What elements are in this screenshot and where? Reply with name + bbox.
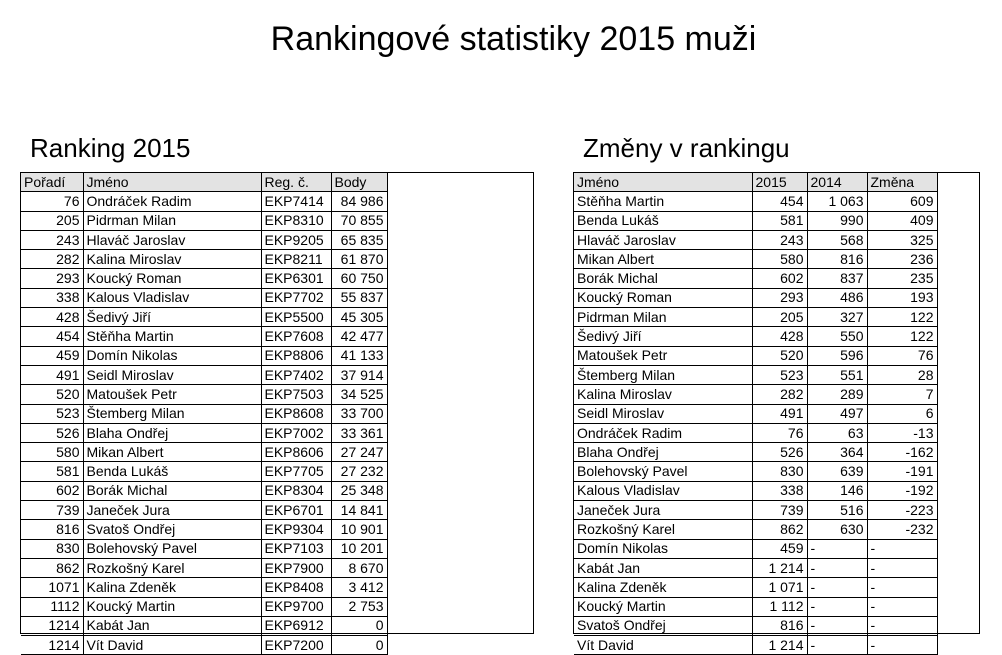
cell-2014: 990 [807,211,867,230]
cell-body: 42 477 [331,327,387,346]
cell-body: 55 837 [331,288,387,307]
cell-zmena: 193 [867,288,937,307]
cell-2015: 816 [752,616,807,635]
cell-body: 45 305 [331,308,387,327]
cell-jmeno: Bolehovský Pavel [83,539,261,558]
cell-body: 2 753 [331,597,387,616]
cell-body: 25 348 [331,481,387,500]
cell-jmeno: Seidl Miroslav [574,404,752,423]
cell-poradi: 491 [21,365,83,384]
cell-body: 27 247 [331,443,387,462]
cell-jmeno: Stěňha Martin [574,192,752,211]
cell-jmeno: Borák Michal [83,481,261,500]
cell-2014: - [807,597,867,616]
cell-2015: 491 [752,404,807,423]
table-row [21,501,387,520]
cell-reg: EKP8310 [261,211,331,230]
table-row [574,404,937,423]
cell-jmeno: Benda Lukáš [83,462,261,481]
cell-reg: EKP8606 [261,443,331,462]
cell-jmeno: Matoušek Petr [83,385,261,404]
table-row [574,192,937,211]
cell-poradi: 428 [21,308,83,327]
cell-2014: 568 [807,230,867,249]
cell-jmeno: Domín Nikolas [574,539,752,558]
table-row [21,423,387,442]
cell-reg: EKP7200 [261,636,331,655]
cell-reg: EKP6301 [261,269,331,288]
cell-2014: 596 [807,346,867,365]
table-row [21,481,387,500]
cell-body: 34 525 [331,385,387,404]
cell-jmeno: Janeček Jura [574,501,752,520]
table-row [21,192,387,211]
table-row [21,308,387,327]
cell-reg: EKP7705 [261,462,331,481]
cell-jmeno: Rozkošný Karel [83,558,261,577]
table-row [21,250,387,269]
col-header-jmeno: Jméno [574,173,752,192]
cell-poradi: 862 [21,558,83,577]
cell-reg: EKP5500 [261,308,331,327]
cell-body: 84 986 [331,192,387,211]
table-row [574,211,937,230]
cell-reg: EKP7702 [261,288,331,307]
table-row [574,365,937,384]
table-row [21,327,387,346]
cell-jmeno: Kalina Miroslav [83,250,261,269]
cell-body: 10 201 [331,539,387,558]
page-title: Rankingové statistiky 2015 muži [270,20,757,58]
table-row [574,616,937,635]
cell-zmena: -232 [867,520,937,539]
cell-jmeno: Šedivý Jiří [83,308,261,327]
ranking-table [21,173,388,655]
cell-zmena: -223 [867,501,937,520]
cell-zmena: 7 [867,385,937,404]
table-row [21,365,387,384]
cell-zmena: - [867,578,937,597]
cell-zmena: - [867,597,937,616]
cell-poradi: 459 [21,346,83,365]
cell-2015: 205 [752,308,807,327]
cell-jmeno: Borák Michal [574,269,752,288]
table-row [574,539,937,558]
cell-zmena: 28 [867,365,937,384]
changes-section-title: Změny v rankingu [583,133,790,163]
cell-2015: 523 [752,365,807,384]
cell-2015: 581 [752,211,807,230]
cell-jmeno: Pidrman Milan [83,211,261,230]
cell-body: 10 901 [331,520,387,539]
cell-2014: - [807,539,867,558]
cell-2015: 428 [752,327,807,346]
cell-poradi: 526 [21,423,83,442]
cell-zmena: -192 [867,481,937,500]
cell-jmeno: Mikan Albert [574,250,752,269]
cell-body: 33 361 [331,423,387,442]
cell-reg: EKP8304 [261,481,331,500]
col-header-zmena: Změna [867,173,937,192]
cell-jmeno: Kalina Zdeněk [83,578,261,597]
table-row [574,288,937,307]
cell-poradi: 1214 [21,636,83,655]
cell-2015: 76 [752,423,807,442]
cell-jmeno: Ondráček Radim [574,423,752,442]
table-row [574,423,937,442]
table-row [21,211,387,230]
cell-jmeno: Seidl Miroslav [83,365,261,384]
cell-2015: 862 [752,520,807,539]
cell-jmeno: Vít David [574,636,752,655]
table-row [574,250,937,269]
cell-jmeno: Kalous Vladislav [574,481,752,500]
cell-zmena: 325 [867,230,937,249]
cell-reg: EKP8408 [261,578,331,597]
cell-zmena: 76 [867,346,937,365]
cell-2014: 289 [807,385,867,404]
cell-jmeno: Koucký Roman [83,269,261,288]
cell-jmeno: Šedivý Jiří [574,327,752,346]
cell-2014: 63 [807,423,867,442]
cell-2014: - [807,578,867,597]
cell-2015: 293 [752,288,807,307]
col-header-2015: 2015 [752,173,807,192]
cell-jmeno: Koucký Martin [574,597,752,616]
cell-2015: 526 [752,443,807,462]
cell-2014: 497 [807,404,867,423]
cell-2015: 739 [752,501,807,520]
cell-2015: 1 214 [752,636,807,655]
cell-poradi: 816 [21,520,83,539]
cell-2014: 146 [807,481,867,500]
cell-2014: 551 [807,365,867,384]
cell-poradi: 830 [21,539,83,558]
table-row [21,346,387,365]
cell-reg: EKP9205 [261,230,331,249]
cell-zmena: 122 [867,327,937,346]
table-row [21,288,387,307]
cell-body: 0 [331,636,387,655]
cell-2014: 364 [807,443,867,462]
table-row [574,443,937,462]
table-row [574,230,937,249]
cell-jmeno: Bolehovský Pavel [574,462,752,481]
cell-reg: EKP6912 [261,616,331,635]
cell-body: 0 [331,616,387,635]
cell-2014: 550 [807,327,867,346]
cell-body: 3 412 [331,578,387,597]
cell-body: 33 700 [331,404,387,423]
table-row [574,636,937,655]
cell-reg: EKP9304 [261,520,331,539]
cell-jmeno: Kabát Jan [83,616,261,635]
cell-2015: 1 071 [752,578,807,597]
cell-body: 60 750 [331,269,387,288]
cell-jmeno: Svatoš Ondřej [83,520,261,539]
cell-body: 61 870 [331,250,387,269]
cell-reg: EKP7503 [261,385,331,404]
cell-reg: EKP9700 [261,597,331,616]
table-row [21,539,387,558]
cell-zmena: 6 [867,404,937,423]
cell-2014: - [807,558,867,577]
cell-2014: 516 [807,501,867,520]
cell-2015: 282 [752,385,807,404]
cell-2014: 837 [807,269,867,288]
cell-reg: EKP7414 [261,192,331,211]
cell-jmeno: Kabát Jan [574,558,752,577]
cell-reg: EKP7608 [261,327,331,346]
table-row [574,578,937,597]
table-row [574,269,937,288]
cell-zmena: -13 [867,423,937,442]
cell-jmeno: Štemberg Milan [574,365,752,384]
cell-body: 65 835 [331,230,387,249]
cell-2015: 459 [752,539,807,558]
col-header-2014: 2014 [807,173,867,192]
table-row [21,269,387,288]
cell-body: 14 841 [331,501,387,520]
changes-table [574,173,938,655]
cell-2015: 454 [752,192,807,211]
table-row [21,520,387,539]
cell-zmena: -162 [867,443,937,462]
cell-zmena: - [867,558,937,577]
cell-reg: EKP8608 [261,404,331,423]
cell-2015: 1 112 [752,597,807,616]
table-row [21,230,387,249]
table-row [21,578,387,597]
cell-2014: 630 [807,520,867,539]
cell-2014: 816 [807,250,867,269]
cell-jmeno: Matoušek Petr [574,346,752,365]
cell-poradi: 205 [21,211,83,230]
cell-poradi: 739 [21,501,83,520]
cell-poradi: 581 [21,462,83,481]
cell-jmeno: Vít David [83,636,261,655]
cell-poradi: 282 [21,250,83,269]
changes-panel [573,172,980,653]
ranking-panel [20,172,534,653]
cell-zmena: 409 [867,211,937,230]
cell-body: 70 855 [331,211,387,230]
cell-jmeno: Hlaváč Jaroslav [574,230,752,249]
cell-jmeno: Kalous Vladislav [83,288,261,307]
table-row [21,636,387,655]
cell-2015: 602 [752,269,807,288]
table-row [21,404,387,423]
col-header-body: Body [331,173,387,192]
table-row [574,558,937,577]
table-row [574,385,937,404]
cell-poradi: 520 [21,385,83,404]
cell-jmeno: Rozkošný Karel [574,520,752,539]
cell-jmeno: Štemberg Milan [83,404,261,423]
cell-poradi: 338 [21,288,83,307]
cell-poradi: 1112 [21,597,83,616]
cell-reg: EKP8211 [261,250,331,269]
cell-zmena: - [867,636,937,655]
cell-jmeno: Ondráček Radim [83,192,261,211]
table-row [574,501,937,520]
cell-poradi: 580 [21,443,83,462]
cell-poradi: 454 [21,327,83,346]
cell-reg: EKP7402 [261,365,331,384]
table-row [21,597,387,616]
cell-zmena: 236 [867,250,937,269]
cell-zmena: -191 [867,462,937,481]
cell-zmena: 122 [867,308,937,327]
cell-2015: 1 214 [752,558,807,577]
cell-2014: - [807,636,867,655]
cell-reg: EKP7900 [261,558,331,577]
cell-jmeno: Pidrman Milan [574,308,752,327]
cell-jmeno: Stěňha Martin [83,327,261,346]
table-row [21,616,387,635]
cell-body: 27 232 [331,462,387,481]
table-row [574,520,937,539]
cell-2014: 486 [807,288,867,307]
cell-zmena: - [867,616,937,635]
cell-2015: 830 [752,462,807,481]
cell-reg: EKP7103 [261,539,331,558]
table-row [574,308,937,327]
col-header-reg: Reg. č. [261,173,331,192]
cell-body: 8 670 [331,558,387,577]
cell-2014: - [807,616,867,635]
cell-poradi: 1071 [21,578,83,597]
cell-jmeno: Blaha Ondřej [574,443,752,462]
cell-2015: 520 [752,346,807,365]
cell-poradi: 1214 [21,616,83,635]
cell-zmena: 609 [867,192,937,211]
cell-2015: 580 [752,250,807,269]
cell-body: 37 914 [331,365,387,384]
cell-jmeno: Koucký Martin [83,597,261,616]
col-header-jmeno: Jméno [83,173,261,192]
cell-poradi: 602 [21,481,83,500]
cell-reg: EKP8806 [261,346,331,365]
cell-poradi: 76 [21,192,83,211]
table-row [574,597,937,616]
cell-poradi: 243 [21,230,83,249]
table-row [574,481,937,500]
cell-2014: 327 [807,308,867,327]
ranking-section-title: Ranking 2015 [30,133,191,163]
cell-jmeno: Kalina Miroslav [574,385,752,404]
table-row [574,462,937,481]
cell-jmeno: Blaha Ondřej [83,423,261,442]
cell-2014: 1 063 [807,192,867,211]
cell-jmeno: Mikan Albert [83,443,261,462]
cell-2015: 243 [752,230,807,249]
cell-poradi: 293 [21,269,83,288]
cell-jmeno: Janeček Jura [83,501,261,520]
cell-body: 41 133 [331,346,387,365]
cell-jmeno: Hlaváč Jaroslav [83,230,261,249]
cell-jmeno: Benda Lukáš [574,211,752,230]
cell-reg: EKP6701 [261,501,331,520]
cell-jmeno: Koucký Roman [574,288,752,307]
cell-2014: 639 [807,462,867,481]
table-row [21,385,387,404]
cell-poradi: 523 [21,404,83,423]
table-row [574,346,937,365]
table-row [574,327,937,346]
cell-jmeno: Kalina Zdeněk [574,578,752,597]
cell-jmeno: Svatoš Ondřej [574,616,752,635]
col-header-poradi: Pořadí [21,173,83,192]
table-row [21,558,387,577]
cell-2015: 338 [752,481,807,500]
cell-zmena: - [867,539,937,558]
cell-zmena: 235 [867,269,937,288]
table-row [21,462,387,481]
table-row [21,443,387,462]
cell-jmeno: Domín Nikolas [83,346,261,365]
cell-reg: EKP7002 [261,423,331,442]
